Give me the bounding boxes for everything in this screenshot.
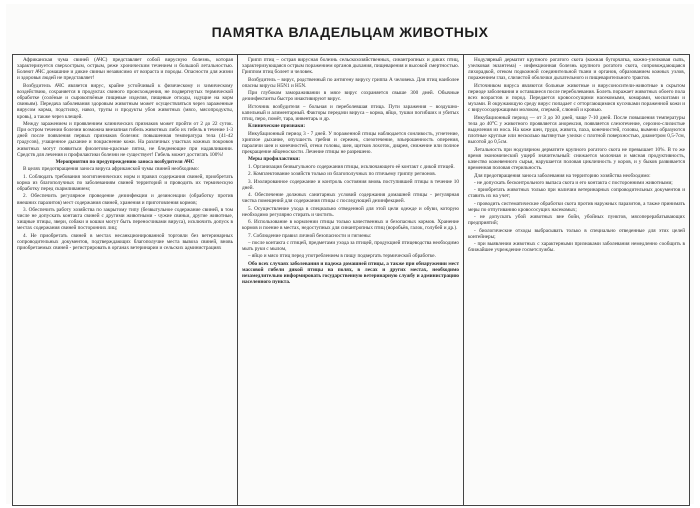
- leaflet-sheet: [6, 4, 694, 504]
- paragraph: Летальность при нодулярном дерматите крупного рогатого скота не превышает 10%. В то же время экономический ущерб значительный: снижается молочная и мясная продуктивность, качество кожевенного сырья, нарушается половая цикличность у коров, и у быков развивается временная половая стерильность.: [468, 146, 685, 172]
- paragraph: 5. Осуществление ухода в специально отведенной для этой цели одежде и обуви, которую необходимо регулярно стирать и чистить.: [242, 205, 459, 218]
- paragraph: - биологические отходы выбрасывать только в специально отведенные для этих целей контейнеры;: [468, 227, 685, 240]
- paragraph: Для предотвращения заноса заболевания на территорию хозяйства необходимо:: [474, 172, 651, 179]
- paragraph: В целях предотвращения заноса вируса африканской чумы свиней необходимо:: [23, 166, 200, 173]
- paragraph: Клинические признаки:: [248, 123, 306, 130]
- paragraph: – после контакта с птицей, предметами ухода за птицей, продукцией птицеводства необходимо мыть руки с мылом,: [242, 239, 459, 252]
- paragraph: Возбудитель – вирус, родственный по антигену вирусу гриппа А человека. Для птиц наиболее опасны вирусы H5N1 и H5N.: [242, 76, 459, 89]
- paragraph: Источником вируса являются больные животные и вирусоносители-животные в скрытом периоде заболевания и оставшиеся после переболевания. Болеть поражает животных обоего пола всех возрастов и пород. Передается кровососущими насекомыми, комарами, москитами и мухами. В окружающую среду вирус попадает с отторгающимися кусочками пораженной кожи и с вирусосодержащими молоком, спермой, слюной и кровью.: [468, 82, 685, 114]
- paragraph: - не допускать убой животных вне бойн, убойных пунктов, мясоперерабатывающих предприятий;: [468, 214, 685, 227]
- paragraph: 3. Изолированное содержание и контроль состояния вновь поступившей птицы в течение 10 дней.: [242, 178, 459, 191]
- column-lumpy-skin: [463, 55, 689, 505]
- paragraph: – яйцо и мясо птиц перед употреблением в пищу подвергать термической обработке.: [248, 253, 436, 260]
- paragraph: 7. Соблюдение правил личной безопасности и гигиены:: [248, 232, 372, 239]
- paragraph: 4. Обеспечение должных санитарных условий содержания домашней птицы - регулярная чистка помещений для содержания птицы с последующей дезинфекцией.: [242, 192, 459, 205]
- paragraph: Возбудитель АЧС является вирус, крайне устойчивый к физическому и химическому воздействию, сохраняется в продуктах свиного происхождения, не подвергнутых термической обработке (солёные и сырокопчёные пищевые изделия, пищевые отходы, идущие на корм свиньям). Передача заболевания здоровым животным может осуществляться через зараженные вирусом корма, подстилку, навоз, трупы и продукты убоя животных (мясо, мясопродукты, кровь), а также через клещей.: [17, 82, 233, 120]
- paragraph: Меры профилактики:: [248, 156, 301, 163]
- paragraph: Грипп птиц – острая вирусная болезнь сельскохозяйственных, синантропных и диких птиц, характеризующаяся острым поражением органов дыхания, пищеварения и высокой смертностью. Гриппом птиц болеет и человек.: [242, 57, 459, 76]
- paragraph: - приобретать животных только при наличии ветеринарных сопроводительных документов и ставить их на учет;: [468, 187, 685, 200]
- paragraph: При глубоком замораживании в мясе вирус сохраняется свыше 300 дней. Обычные дезинфектанты быстро инактивируют вирус.: [242, 90, 459, 103]
- paragraph: - проводить систематические обработки скота против наружных паразитов, а также принимать меры по отпугиванию кровососущих насекомых;: [468, 200, 685, 213]
- paragraph: Мероприятия по предупреждению заноса возбудителя АЧС: [55, 159, 195, 166]
- paragraph: 6. Использование в кормлении птицы только качественных и безопасных кормов. Хранение кормов и поение в местах, недоступных для синантропных птиц (воробьёв, галок, голубей и др.).: [242, 219, 459, 232]
- paragraph: 3. Обеспечить работу хозяйства по закрытому типу (безвыгульное содержание свиней, в том числе не допускать контакта свиней с другими животными - чужие свиньи, другие животные, хищные птицы, звери, собаки и кошки могут быть переносчиками вируса), исключить допуск в местах содержания свиней посторонних лиц;: [17, 206, 233, 232]
- paragraph: Между заражением и проявлением клинических признаков может пройти от 2 до 22 суток. При остром течении болезни возможна внезапная гибель животных либо их гибель в течение 1-3 дней после появления первых признаков болезни: повышенная температура тела (41-42 градусов), учащенное дыхание и покраснение кожи. На различных участках кожных покровов животных могут появиться фиолетово-красные пятна, не бледнеющие при надавливании. Средств для лечения и профилактики болезни не существует! Гибель может достигать 100%!: [17, 120, 233, 158]
- paragraph: 2. Обеспечить регулярное проведение дезинфекции и дезинсекции (обработку против внешних паразитов) мест содержания свиней, хранения и приготовления кормов;: [17, 193, 233, 206]
- paragraph: 1. Организация безвыгульного содержания птицы, исключающего её контакт с дикой птицей.: [248, 163, 455, 170]
- page-title: ПАМЯТКА ВЛАДЕЛЬЦАМ ЖИВОТНЫХ: [211, 24, 489, 40]
- paragraph: Обо всех случаях заболевания и падежа домашней птицы, а также при обнаружении мест массовой гибели дикой птицы на полях, в лесах и других местах, необходимо незамедлительно информировать государственную ветеринарную службу и администрацию населенного пункта.: [242, 260, 459, 286]
- paragraph: - не допускать бесконтрольного выпаса скота и его контакта с посторонними животными;: [474, 179, 673, 186]
- paragraph: Нодулярный дерматит крупного рогатого скота (кожная бугорчатка, кожно-узелковая сыпь, узелковая экзантема) - инфекционная болезнь крупного рогатого скота, сопровождающаяся лихорадкой, отеком подкожной соединительной ткани и органов, образованием кожных узлов, поражением глаз, слизистой оболочки дыхательного и пищеварительного трактов.: [468, 57, 685, 82]
- paragraph: 2. Комплектование хозяйств только из благополучных по птичьему гриппу регионов.: [248, 171, 437, 178]
- paragraph: - при выявлении животных с характерными признаками заболевания немедленно сообщить в ближайшее учреждение госветслужбы.: [468, 241, 685, 254]
- column-asf: [13, 55, 237, 505]
- paragraph: Инкубационный период — от 3 до 30 дней, чаще 7-10 дней. После повышения температуры тела до 40°С у животного проявляется анорексия, появляется слезотечение, серозно-слизистые выделения из носа. На коже шеи, груди, живота, паха, конечностей, головы, вымени образуются плотные круглые или несколько вытянутые узелки с плотной поверхностью, диаметром 0,5-7см, высотой до 0,5см.: [468, 114, 685, 146]
- paragraph: Источник возбудителя – больная и переболевшая птица. Пути заражения – воздушно-капельный и алиментарный. Факторы передачи вируса – корма, яйцо, тушки погибших и убитых птиц, перо, помёт, тара, инвентарь и др.: [242, 103, 459, 122]
- columns: [12, 54, 690, 506]
- paragraph: Инкубационный период 3 - 7 дней. У пораженной птицы наблюдается сонливость, угнетение, хриплое дыхание, опухшесть гребня и сережек, слезотечение, взъерошенность оперения, параличи шеи и конечностей, отеки головы, шеи, щитков лохоток, диарея, снижение или полное прекращение яйценоскости. Лечение птицы не разрешено.: [242, 130, 459, 156]
- paragraph: 1. Соблюдать требования зоогигиенических норм и правил содержания свиней, приобретать корма из благополучных по заболеваниям свиней территорий и проводить их термическую обработку перед скармливанием;: [17, 173, 233, 193]
- paragraph: Африканская чума свиней (АЧС) представляет собой вирусную болезнь, которая характеризуется сверхострым, острым, реже хроническим течением и большой летальностью. Болеют АЧС домашние и дикие свиньи независимо от возраста и породы. Опасности для жизни и здоровья людей не представляет!: [17, 57, 233, 82]
- column-avian-flu: [237, 55, 463, 505]
- paragraph: 4. Не приобретать свиней в местах несанкционированной торговли без ветеринарных сопроводительных документов, подтверждающих благополучие места вывоза свиней, вновь приобретаемых свиней - регистрировать в органах ветеринарии и сельских администрациях: [17, 232, 233, 252]
